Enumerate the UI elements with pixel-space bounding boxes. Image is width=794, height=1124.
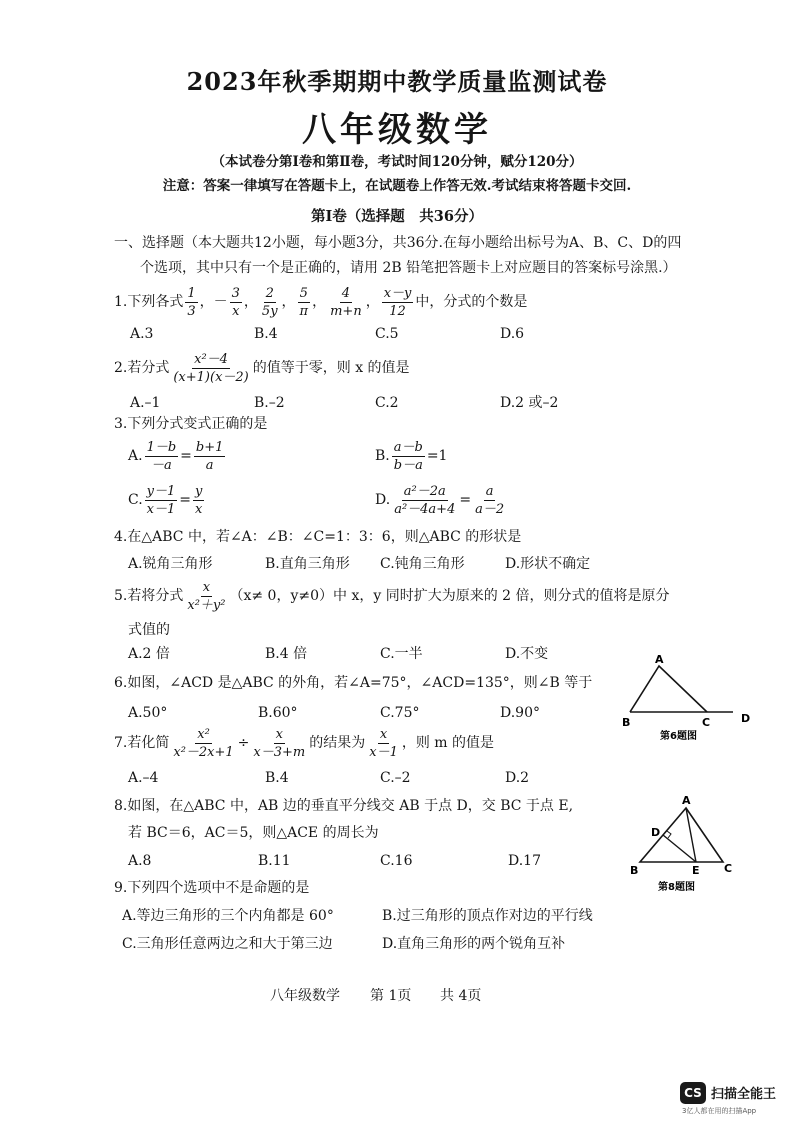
q3-option-d: D. $\frac{\text{a²－2a}}{\text{a²－4a+4}}$ = $\frac{a}{a-2}$ [375, 483, 505, 517]
q9-option-c: C.三角形任意两边之和大于第三边 [122, 936, 333, 952]
q8-stem-line2: 若 BC＝6，AC＝5，则△ACE 的周长为 [128, 825, 379, 841]
q6-label-b: B [622, 716, 631, 729]
q7-option-d: D.2 [505, 770, 530, 786]
question-1-stem: 1.下列各式 $\frac{1}{3}$ ， － $\frac{3}{x}$ ， $\frac{2}{5y}$ ， $\frac{5}{\pi}$ ， $\frac{4}{m+n}$ ， $\frac{x-y}{12}$ 中，分式的个数是 [114, 285, 528, 319]
q5-stem-line2: 式值的 [128, 622, 170, 638]
q2-option-a: A.–1 [130, 395, 161, 411]
q8-option-d: D.17 [508, 853, 541, 869]
q1-option-b: B.4 [254, 326, 278, 342]
exam-title: 2023年秋季期期中教学质量监测试卷 [186, 67, 608, 96]
q7-fraction-2: $\frac{x}{x-3+m}$ [253, 726, 306, 760]
q3-a-lhs: $\frac{1-b}{-a}$ [146, 439, 177, 473]
q1-fraction-3: $\frac{2}{5y}$ [261, 285, 278, 319]
q3-option-a: A. $\frac{1-b}{-a}$ = $\frac{b+1}{a}$ [128, 439, 224, 473]
q3-b-lhs: $\frac{a-b}{b-a}$ [393, 439, 423, 473]
q7-divide: ÷ [237, 735, 250, 751]
q6-option-a: A.50° [128, 705, 168, 721]
q3-a-rhs: $\frac{b+1}{a}$ [195, 439, 224, 473]
q7-prefix: 7.若化简 [114, 735, 170, 751]
q7-option-c: C.–2 [380, 770, 411, 786]
q2-suffix: 的值等于零，则 x 的值是 [252, 360, 410, 376]
q9-option-d: D.直角三角形的两个锐角互补 [382, 936, 566, 952]
q8-label-d: D [651, 826, 661, 839]
q6-label-a: A [655, 653, 664, 666]
q8-label-c: C [724, 862, 733, 875]
q6-label-d: D [741, 712, 751, 725]
q4-option-b: B.直角三角形 [265, 556, 350, 572]
q7-suffix: ，则 m 的值是 [401, 735, 495, 751]
q5-option-b: B.4 倍 [265, 646, 308, 662]
question-4-stem: 4.在△ABC 中，若∠A：∠B：∠C=1：3：6，则△ABC 的形状是 [114, 529, 522, 545]
q8-label-e: E [692, 864, 700, 877]
q9-option-a: A.等边三角形的三个内角都是 60° [122, 908, 334, 924]
q6-option-c: C.75° [380, 705, 420, 721]
q6-option-d: D.90° [500, 705, 540, 721]
q4-option-d: D.形状不确定 [505, 556, 591, 572]
scanner-tagline: 3亿人都在用的扫描App [682, 1107, 757, 1115]
q5-option-c: C.一半 [380, 646, 423, 662]
q2-option-d: D.2 或–2 [500, 395, 559, 411]
q3-c-lhs: $\frac{y-1}{x-1}$ [146, 483, 176, 517]
scanner-logo: CS [680, 1082, 706, 1104]
q7-fraction-1: $\frac{\text{x²}}{\text{x²－2x+1}}$ [173, 726, 234, 760]
q5-suffix: （x≠ 0，y≠0）中 x，y 同时扩大为原来的 2 倍，则分式的值将是原分 [229, 588, 670, 604]
q7-fraction-3: $\frac{x}{x-1}$ [369, 726, 398, 760]
q6-caption: 第6题图 [660, 731, 697, 742]
q7-mid: 的结果为 [309, 735, 366, 751]
subject-title: 八年级数学 [302, 110, 492, 150]
q7-option-a: A.–4 [128, 770, 159, 786]
q2-option-b: B.–2 [254, 395, 285, 411]
q5-option-a: A.2 倍 [128, 646, 170, 662]
question-2-stem [114, 348, 410, 388]
q1-option-d: D.6 [500, 326, 525, 342]
q8-option-c: C.16 [380, 853, 413, 869]
question-9-stem: 9.下列四个选项中不是命题的是 [114, 880, 310, 896]
q6-label-c: C [702, 716, 711, 729]
q4-option-a: A.锐角三角形 [128, 556, 213, 572]
q2-option-c: C.2 [375, 395, 399, 411]
q8-option-a: A.8 [128, 853, 152, 869]
q1-fraction-6: $\frac{x-y}{12}$ [383, 285, 412, 319]
q2-fraction: $\frac{\text{x²－4}}{(x+1)(x-2)}$ [173, 351, 249, 385]
q9-option-b: B.过三角形的顶点作对边的平行线 [382, 908, 593, 924]
q1-fraction-1: $\frac{1}{3}$ [187, 285, 196, 319]
question-7-stem [114, 722, 494, 764]
q1-fraction-5: $\frac{4}{m+n}$ [330, 285, 362, 319]
q8-option-b: B.11 [258, 853, 291, 869]
q1-prefix: 1.下列各式 [114, 294, 184, 310]
q6-figure [615, 650, 765, 745]
q1-suffix: 中，分式的个数是 [415, 294, 528, 310]
footer-subject: 八年级数学 [270, 988, 340, 1004]
footer-total: 共 4页 [440, 988, 482, 1004]
q2-prefix: 2.若分式 [114, 360, 170, 376]
q3-d-lhs: $\frac{\text{a²－2a}}{\text{a²－4a+4}}$ [394, 483, 456, 517]
q3-d-rhs: $\frac{a}{a-2}$ [475, 483, 505, 517]
q6-triangle [630, 666, 707, 712]
q4-option-c: C.钝角三角形 [380, 556, 465, 572]
q3-option-b: B. $\frac{a-b}{b-a}$ =1 [375, 439, 448, 473]
q8-label-b: B [630, 864, 639, 877]
q5-fraction: $\frac{x}{\text{x²＋y²}}$ [187, 579, 226, 613]
part1-heading: 第Ⅰ卷（选择题 共36分） [311, 208, 483, 225]
q1-minus: － [213, 294, 228, 310]
q3-option-c: C. $\frac{y-1}{x-1}$ = $\frac{y}{x}$ [128, 483, 203, 517]
section1-line1: 一、选择题（本大题共12小题，每小题3分，共36分.在每小题给出标号为A、B、C、D的四 [114, 235, 682, 251]
question-6-stem: 6.如图，∠ACD 是△ABC 的外角，若∠A=75°，∠ACD=135°，则∠B 等于 [114, 675, 593, 691]
q5-option-d: D.不变 [505, 646, 549, 662]
q6-option-b: B.60° [258, 705, 298, 721]
exam-notice: 注意：答案一律填写在答题卡上，在试题卷上作答无效.考试结束将答题卡交回. [162, 178, 632, 194]
question-3-stem: 3.下列分式变式正确的是 [114, 416, 268, 432]
q5-prefix: 5.若将分式 [114, 588, 184, 604]
footer-page: 第 1页 [370, 988, 412, 1004]
q8-figure [620, 790, 750, 900]
q1-fraction-2: $\frac{3}{x}$ [231, 285, 240, 319]
exam-info: （本试卷分第Ⅰ卷和第Ⅱ卷，考试时间120分钟，赋分120分） [211, 154, 583, 170]
q8-caption: 第8题图 [658, 882, 695, 893]
q1-option-c: C.5 [375, 326, 399, 342]
q1-fraction-4: $\frac{5}{\pi}$ [299, 285, 309, 319]
q1-option-a: A.3 [130, 326, 154, 342]
section1-line2: 个选项，其中只有一个是正确的，请用 2B 铅笔把答题卡上对应题目的答案标号涂黑.） [140, 260, 677, 276]
q8-right-angle [667, 831, 671, 838]
q8-label-a: A [682, 794, 691, 807]
question-5-stem [114, 576, 670, 616]
q7-option-b: B.4 [265, 770, 289, 786]
scanner-app-name: 扫描全能王 [711, 1087, 777, 1102]
q3-c-rhs: $\frac{y}{x}$ [195, 483, 203, 517]
question-8-stem: 8.如图，在△ABC 中，AB 边的垂直平分线交 AB 于点 D，交 BC 于点 E, [114, 798, 574, 814]
